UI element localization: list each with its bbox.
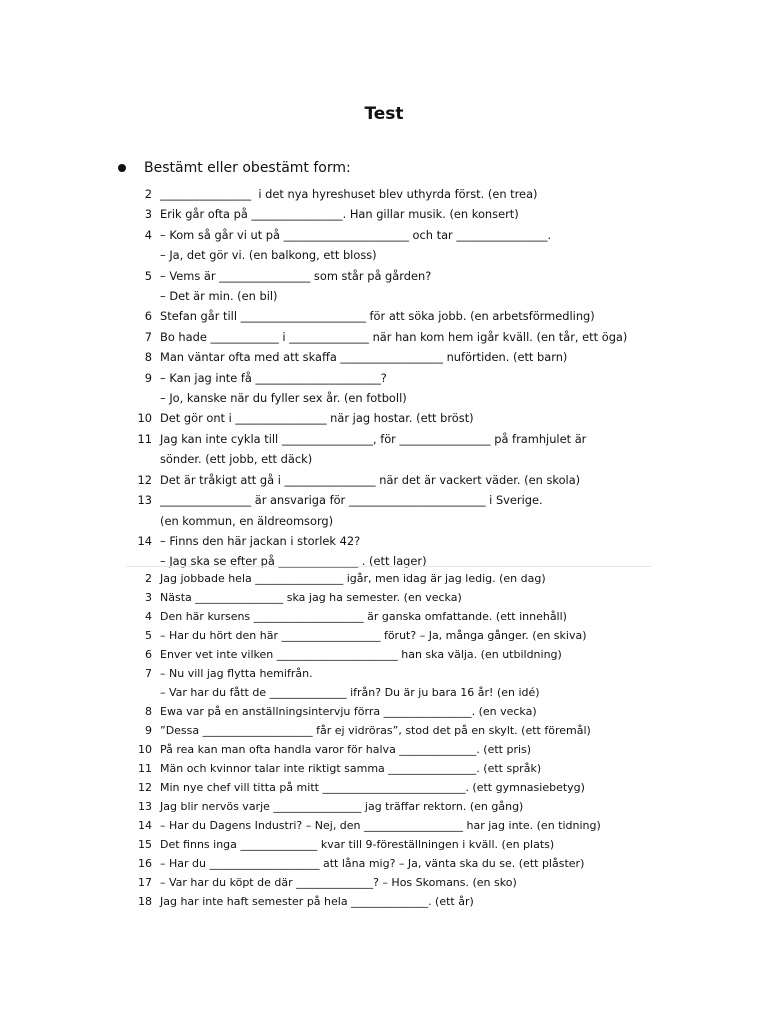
- exercise-number: 12: [138, 781, 152, 794]
- exercise-row: [130, 569, 650, 588]
- exercise-row: [130, 797, 650, 816]
- exercise-number: 9: [145, 724, 152, 737]
- exercise-row: [130, 286, 650, 306]
- exercise-text: Min nye chef vill titta på mitt __________________________. (ett gymnasiebetyg): [160, 781, 585, 794]
- exercise-row: [130, 683, 650, 702]
- exercise-number: 18: [138, 895, 152, 908]
- exercise-text: – Vems är ________________ som står på gården?: [160, 268, 432, 283]
- exercise-row: [130, 225, 650, 245]
- exercise-number: 5: [145, 629, 152, 642]
- bullet-icon: [118, 164, 126, 172]
- exercise-text: Enver vet inte vilken ______________________ han ska välja. (en utbildning): [160, 648, 562, 661]
- exercise-row: [130, 721, 650, 740]
- exercise-text: ________________ i det nya hyreshuset blev uthyrda först. (en trea): [160, 187, 538, 201]
- exercise-text: ”Dessa ____________________ får ej vidröras”, stod det på en skylt. (ett föremål): [160, 724, 591, 737]
- exercise-text: Den här kursens ____________________ är ganska omfattande. (ett innehåll): [160, 610, 567, 623]
- exercise-text: Det gör ont i ________________ när jag hostar. (ett bröst): [160, 411, 474, 426]
- exercise-row: [130, 245, 650, 265]
- exercise-number: 4: [144, 227, 152, 242]
- exercise-number: 7: [144, 329, 152, 344]
- exercise-row: [130, 664, 650, 683]
- exercise-text: ________________ är ansvariga för ________________________ i Sverige.: [160, 493, 543, 508]
- exercise-number: 16: [138, 857, 152, 870]
- instruction-text: Bestämt eller obestämt form:: [144, 160, 351, 176]
- exercise-number: 2: [145, 572, 152, 585]
- exercise-text: Jag kan inte cykla till ________________, för ________________ på framhjulet är: [160, 431, 587, 446]
- exercise-row: [130, 854, 650, 873]
- exercise-row: [130, 184, 650, 204]
- exercise-text: Män och kvinnor talar inte riktigt samma ________________. (ett språk): [160, 762, 542, 775]
- exercise-text: – Var har du fått de ______________ ifrån? Du är ju bara 16 år! (en idé): [160, 686, 540, 699]
- exercise-text: – Har du ____________________ att låna mig? – Ja, vänta ska du se. (ett plåster): [160, 857, 585, 870]
- exercise-row: [130, 740, 650, 759]
- exercise-row: [130, 408, 650, 428]
- exercise-number: 14: [137, 533, 152, 548]
- exercise-text: Det finns inga ______________ kvar till 9-föreställningen i kväll. (en plats): [160, 838, 555, 851]
- exercise-text: – Kan jag inte få ______________________?: [160, 370, 387, 385]
- exercise-row: [130, 778, 650, 797]
- exercise-number: 3: [144, 207, 152, 222]
- exercise-row: [130, 626, 650, 645]
- exercise-row: [130, 388, 650, 408]
- exercise-number: 13: [138, 800, 152, 813]
- exercise-text: – Det är min. (en bil): [160, 289, 278, 304]
- exercise-text: På rea kan man ofta handla varor för halva ______________. (ett pris): [160, 743, 532, 756]
- exercise-row: [130, 531, 650, 551]
- instruction: [118, 160, 351, 176]
- exercise-text: – Ja, det gör vi. (en balkong, ett bloss): [160, 248, 377, 263]
- exercise-number: 10: [138, 743, 152, 756]
- exercise-row: [130, 347, 650, 367]
- exercise-number: 5: [144, 268, 152, 283]
- exercise-text: sönder. (ett jobb, ett däck): [160, 452, 313, 467]
- exercise-text: – Har du Dagens Industri? – Nej, den __________________ har jag inte. (en tidning): [160, 819, 601, 832]
- exercise-row: [130, 511, 650, 531]
- exercise-row: [130, 702, 650, 721]
- exercise-text: – Finns den här jackan i storlek 42?: [160, 533, 361, 548]
- exercise-number: 11: [138, 762, 152, 775]
- exercise-text: Jag jobbade hela ________________ igår, men idag är jag ledig. (en dag): [160, 572, 546, 585]
- exercise-text: – Jag ska se efter på ______________ . (ett lager): [160, 554, 427, 569]
- exercise-text: – Jo, kanske när du fyller sex år. (en fotboll): [160, 391, 407, 406]
- exercise-row: [130, 645, 650, 664]
- exercise-number: 8: [145, 705, 152, 718]
- exercise-text: – Kom så går vi ut på ______________________ och tar ________________.: [160, 227, 552, 242]
- exercise-row: [130, 892, 650, 911]
- exercise-text: – Var har du köpt de där ______________? – Hos Skomans. (en sko): [160, 876, 517, 889]
- exercise-row: [130, 873, 650, 892]
- exercise-row: [130, 327, 650, 347]
- exercise-row: [130, 470, 650, 490]
- exercise-row: [130, 368, 650, 388]
- exercise-text: Erik går ofta på ________________. Han gillar musik. (en konsert): [160, 207, 519, 222]
- exercise-row: [130, 607, 650, 626]
- exercise-text: Bo hade ____________ i ______________ när han kom hem igår kväll. (en tår, ett öga): [160, 329, 628, 344]
- exercise-text: (en kommun, en äldreomsorg): [160, 513, 334, 528]
- exercise-number: 3: [145, 591, 152, 604]
- exercise-text: Jag har inte haft semester på hela ______________. (ett år): [160, 895, 474, 908]
- exercise-row: [130, 266, 650, 286]
- exercise-row: [130, 816, 650, 835]
- exercise-text: Ewa var på en anställningsintervju förra ________________. (en vecka): [160, 705, 537, 718]
- exercise-row: [130, 306, 650, 326]
- exercise-section-1: [130, 184, 650, 572]
- exercise-number: 7: [145, 667, 152, 680]
- exercise-number: 6: [145, 648, 152, 661]
- exercise-row: [130, 835, 650, 854]
- exercise-number: 13: [137, 493, 152, 508]
- exercise-row: [130, 490, 650, 510]
- exercise-number: 8: [144, 350, 152, 365]
- exercise-number: 2: [144, 187, 152, 201]
- exercise-row: [130, 588, 650, 607]
- exercise-text: Man väntar ofta med att skaffa __________________ nuförtiden. (ett barn): [160, 350, 568, 365]
- exercise-number: 14: [138, 819, 152, 832]
- exercise-row: [130, 429, 650, 449]
- exercise-text: Det är tråkigt att gå i ________________ när det är vackert väder. (en skola): [160, 472, 581, 487]
- exercise-section-2: [130, 569, 650, 911]
- page-title: Test: [364, 104, 404, 124]
- exercise-text: Jag blir nervös varje ________________ jag träffar rektorn. (en gång): [160, 800, 524, 813]
- section-divider: [126, 566, 652, 567]
- exercise-number: 9: [144, 370, 152, 385]
- exercise-text: – Har du hört den här __________________ förut? – Ja, många gånger. (en skiva): [160, 629, 587, 642]
- exercise-text: Nästa ________________ ska jag ha semester. (en vecka): [160, 591, 462, 604]
- exercise-number: 6: [144, 309, 152, 324]
- exercise-text: – Nu vill jag flytta hemifrån.: [160, 667, 313, 680]
- exercise-number: 12: [137, 472, 152, 487]
- exercise-row: [130, 449, 650, 469]
- exercise-row: [130, 759, 650, 778]
- exercise-row: [130, 204, 650, 224]
- exercise-number: 15: [138, 838, 152, 851]
- exercise-number: 17: [138, 876, 152, 889]
- exercise-text: Stefan går till ______________________ för att söka jobb. (en arbetsförmedling): [160, 309, 595, 324]
- exercise-number: 4: [145, 610, 152, 623]
- exercise-number: 11: [137, 431, 152, 446]
- exercise-number: 10: [137, 411, 152, 426]
